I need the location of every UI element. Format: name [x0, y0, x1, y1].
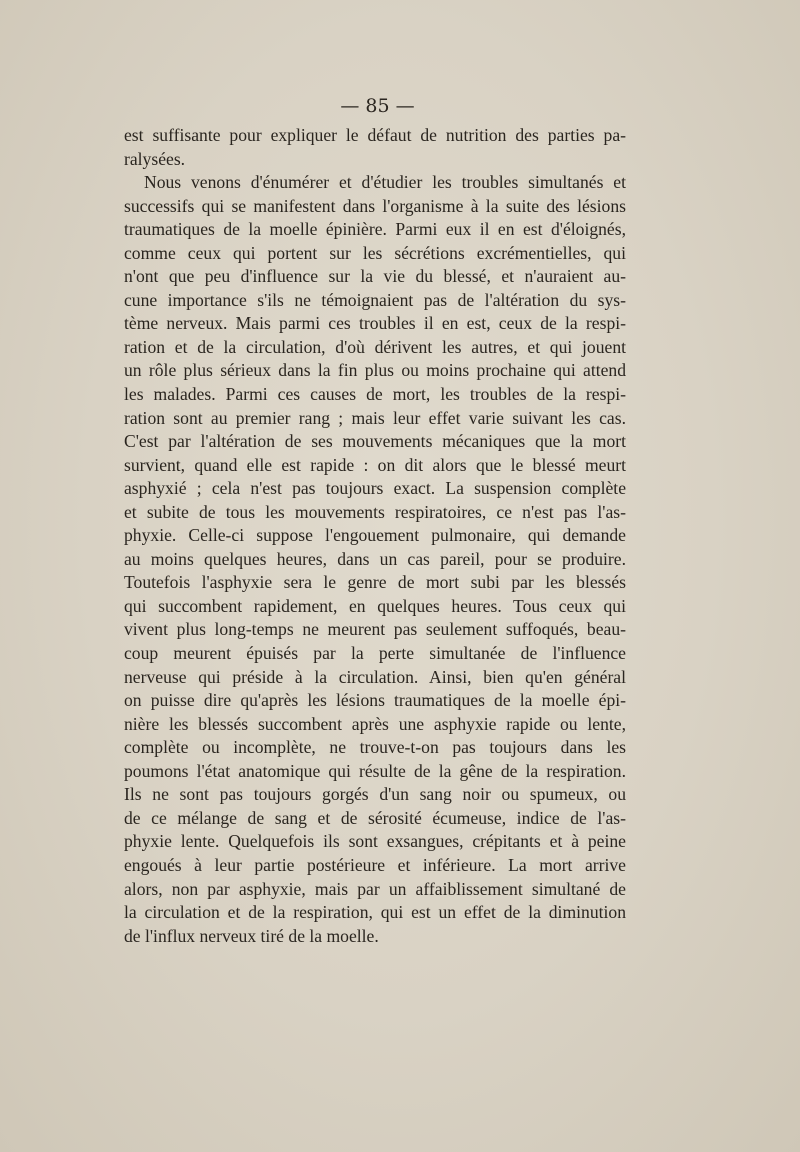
text-line: qui succombent rapidement, en quelques heures. Tous ceux qui: [124, 595, 626, 616]
text-line: C'est par l'altération de ses mouvements mécaniques que la mort: [124, 431, 626, 452]
paragraph-last-line: de l'influx nerveux tiré de la moelle.: [124, 925, 379, 946]
body-text: [124, 124, 626, 948]
page-number: — 85 —: [340, 95, 415, 117]
text-line: phyxie lente. Quelquefois ils sont exsangues, crépitants et à peine: [124, 831, 626, 852]
text-line: on puisse dire qu'après les lésions traumatiques de la moelle épi-: [124, 690, 626, 711]
text-line: nière les blessés succombent après une asphyxie rapide ou lente,: [124, 713, 626, 734]
text-line: tème nerveux. Mais parmi ces troubles il en est, ceux de la respi-: [124, 313, 626, 334]
text-line: nerveuse qui préside à la circulation. Ainsi, bien qu'en général: [124, 666, 626, 687]
text-line: ration et de la circulation, d'où dérivent les autres, et qui jouent: [124, 336, 626, 357]
text-line: Toutefois l'asphyxie sera le genre de mort subi par les blessés: [124, 572, 626, 593]
text-line: vivent plus long-temps ne meurent pas seulement suffoqués, beau-: [124, 619, 626, 640]
text-line: comme ceux qui portent sur les sécrétions excrémentielles, qui: [124, 242, 626, 263]
text-line: Ils ne sont pas toujours gorgés d'un sang noir ou spumeux, ou: [124, 784, 626, 805]
text-line: n'ont que peu d'influence sur la vie du blessé, et n'auraient au-: [124, 266, 626, 287]
text-line: les malades. Parmi ces causes de mort, les troubles de la respi-: [124, 384, 626, 405]
text-line: cune importance s'ils ne témoignaient pas de l'altération du sys-: [124, 289, 626, 310]
text-line: et subite de tous les mouvements respiratoires, ce n'est pas l'as-: [124, 501, 626, 522]
text-line: successifs qui se manifestent dans l'organisme à la suite des lésions: [124, 195, 626, 216]
text-line: engoués à leur partie postérieure et inférieure. La mort arrive: [124, 854, 626, 875]
text-line: phyxie. Celle-ci suppose l'engouement pulmonaire, qui demande: [124, 525, 626, 546]
paragraph-first-line: Nous venons d'énumérer et d'étudier les troubles simultanés et: [144, 172, 626, 193]
text-line: alors, non par asphyxie, mais par un affaiblissement simultané de: [124, 878, 626, 899]
text-line: est suffisante pour expliquer le défaut de nutrition des parties pa-: [124, 125, 626, 145]
text-line: ralysées.: [124, 148, 186, 169]
text-line: de ce mélange de sang et de sérosité écumeuse, indice de l'as-: [124, 807, 626, 828]
text-line: poumons l'état anatomique qui résulte de la gêne de la respiration.: [124, 760, 626, 781]
text-line: coup meurent épuisés par la perte simultanée de l'influence: [124, 643, 626, 664]
text-line: traumatiques de la moelle épinière. Parmi eux il en est d'éloignés,: [124, 219, 626, 240]
text-line: au moins quelques heures, dans un cas pareil, pour se produire.: [124, 548, 626, 569]
text-line: un rôle plus sérieux dans la fin plus ou moins prochaine qui attend: [124, 360, 626, 381]
text-line: asphyxié ; cela n'est pas toujours exact. La suspension complète: [124, 478, 626, 499]
text-line: ration sont au premier rang ; mais leur effet varie suivant les cas.: [124, 407, 626, 428]
text-line: la circulation et de la respiration, qui est un effet de la diminution: [124, 902, 626, 923]
text-line: complète ou incomplète, ne trouve-t-on pas toujours dans les: [124, 737, 626, 758]
text-line: survient, quand elle est rapide : on dit alors que le blessé meurt: [124, 454, 626, 475]
